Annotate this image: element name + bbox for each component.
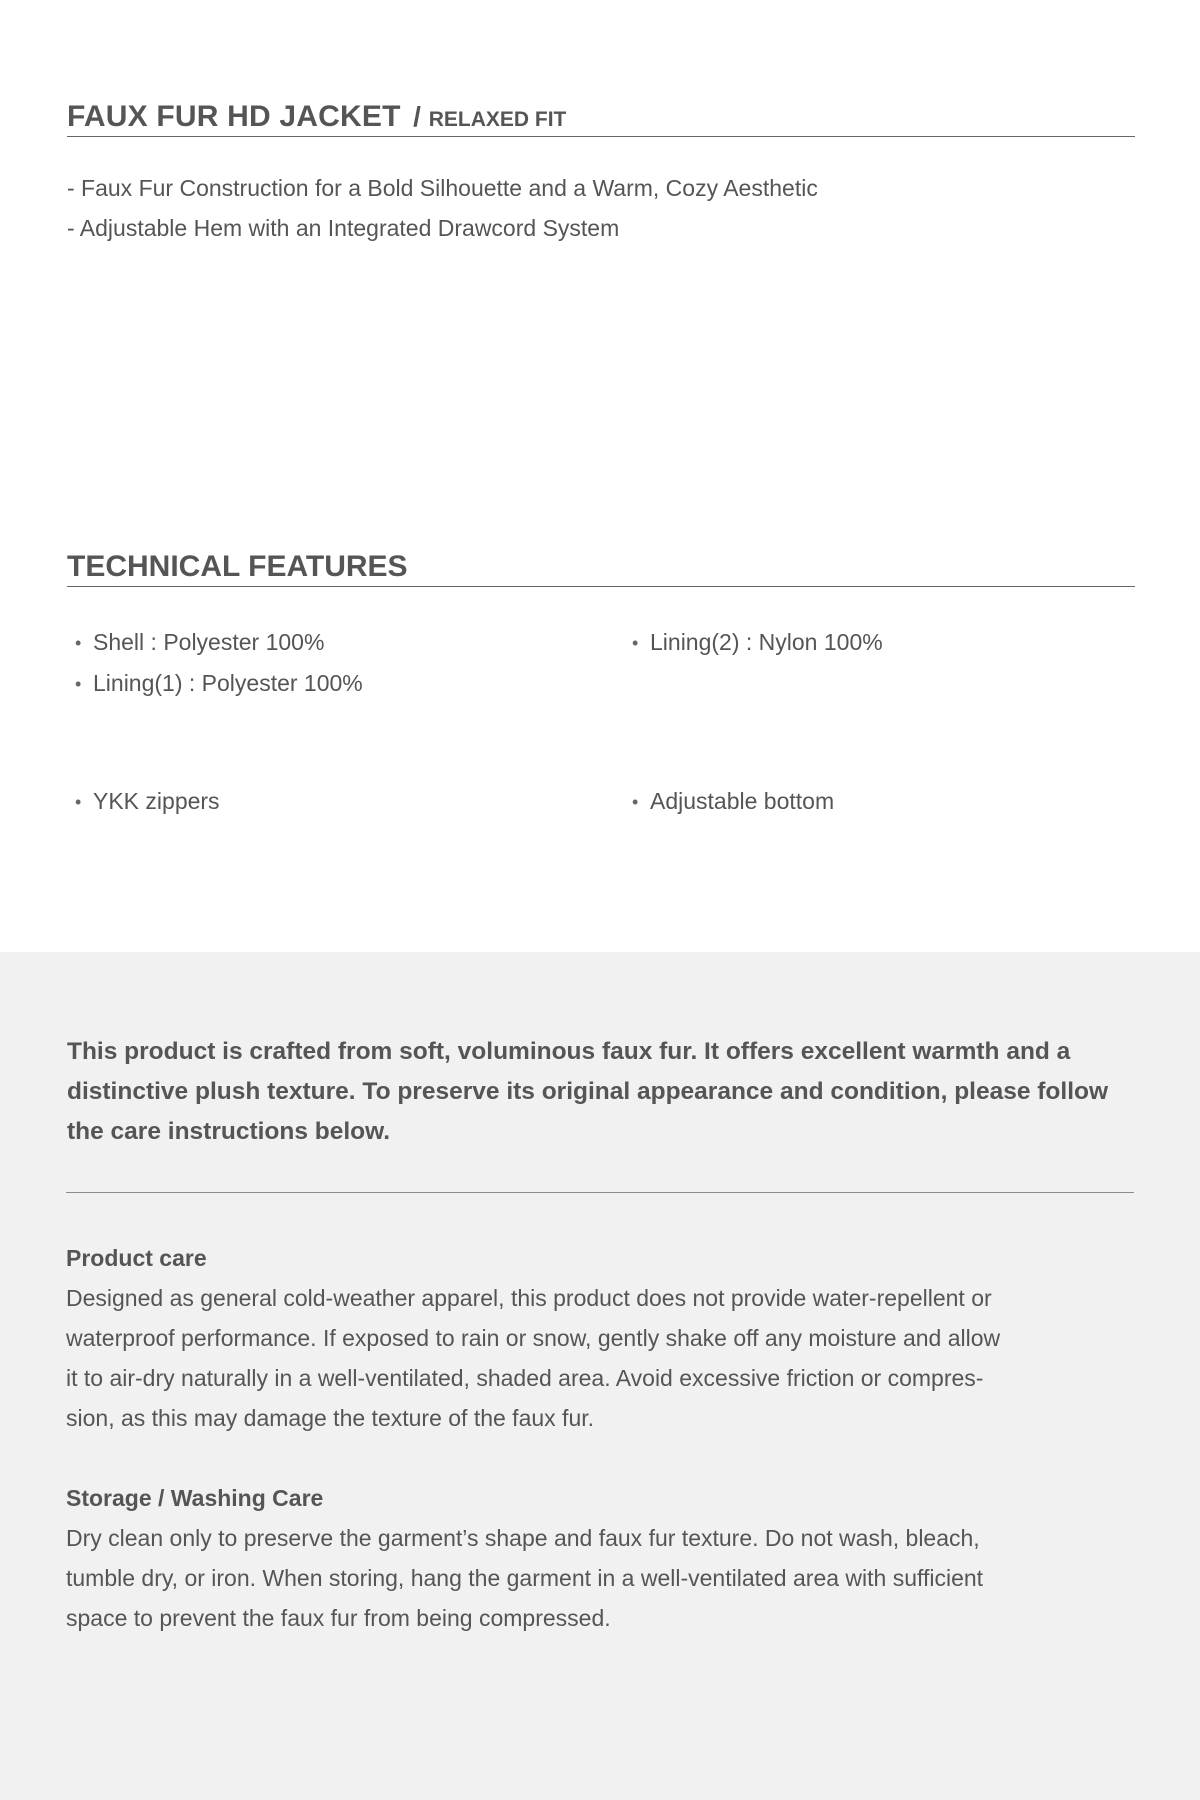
spec-text: Lining(1) : Polyester 100%: [93, 670, 363, 696]
spec-text: Shell : Polyester 100%: [93, 629, 325, 655]
spec-item: [75, 663, 363, 704]
bullet-icon: •: [75, 792, 82, 812]
text-line: space to prevent the faux fur from being compressed.: [66, 1605, 611, 1631]
spec-text: Lining(2) : Nylon 100%: [650, 629, 883, 655]
storage-care-text: [66, 1518, 1146, 1638]
spec-text: Adjustable bottom: [650, 788, 835, 814]
product-name: FAUX FUR HD JACKET: [67, 100, 401, 133]
fit-label: [413, 101, 567, 132]
care-divider: [66, 1192, 1134, 1193]
fit-text: RELAXED FIT: [428, 108, 567, 131]
materials-list-right: [632, 622, 883, 663]
spec-item: [632, 781, 834, 822]
feature-item: - Faux Fur Construction for a Bold Silhouette and a Warm, Cozy Aesthetic: [67, 175, 818, 201]
details-list-right: [632, 781, 834, 822]
text-line: it to air-dry naturally in a well-ventilated, shaded area. Avoid excessive friction or compres-: [66, 1365, 984, 1391]
storage-care-block: [66, 1478, 1146, 1638]
product-header: [67, 100, 1135, 137]
bullet-icon: •: [75, 674, 82, 694]
product-care-title: Product care: [66, 1245, 207, 1271]
bullet-icon: •: [632, 633, 639, 653]
details-list-left: [75, 781, 220, 822]
product-care-text: [66, 1278, 1146, 1438]
feature-item: - Adjustable Hem with an Integrated Drawcord System: [67, 215, 620, 241]
text-line: waterproof performance. If exposed to rain or snow, gently shake off any moisture and allow: [66, 1325, 1001, 1351]
spec-item: [75, 781, 220, 822]
fit-slash: /: [413, 101, 421, 132]
text-line: sion, as this may damage the texture of the faux fur.: [66, 1405, 595, 1431]
product-care-block: [66, 1238, 1146, 1438]
bullet-icon: •: [632, 792, 639, 812]
materials-list-left: [75, 622, 363, 704]
text-line: Dry clean only to preserve the garment’s shape and faux fur texture. Do not wash, bleach,: [66, 1525, 980, 1551]
spec-text: YKK zippers: [93, 788, 220, 814]
text-line: tumble dry, or iron. When storing, hang the garment in a well-ventilated area with sufficient: [66, 1565, 984, 1591]
bullet-icon: •: [75, 633, 82, 653]
care-section: [0, 952, 1200, 1800]
technical-features-title: TECHNICAL FEATURES: [67, 550, 1135, 587]
spec-item: [75, 622, 363, 663]
feature-list: [67, 168, 818, 248]
storage-care-title: Storage / Washing Care: [66, 1485, 324, 1511]
text-line: Designed as general cold-weather apparel, this product does not provide water-repellent or: [66, 1285, 992, 1311]
spec-item: [632, 622, 883, 663]
care-intro: This product is crafted from soft, voluminous faux fur. It offers excellent warmth and a distinctive plush texture. To preserve its original appearance and condition, please follow the care instructions below.: [67, 1038, 1109, 1145]
